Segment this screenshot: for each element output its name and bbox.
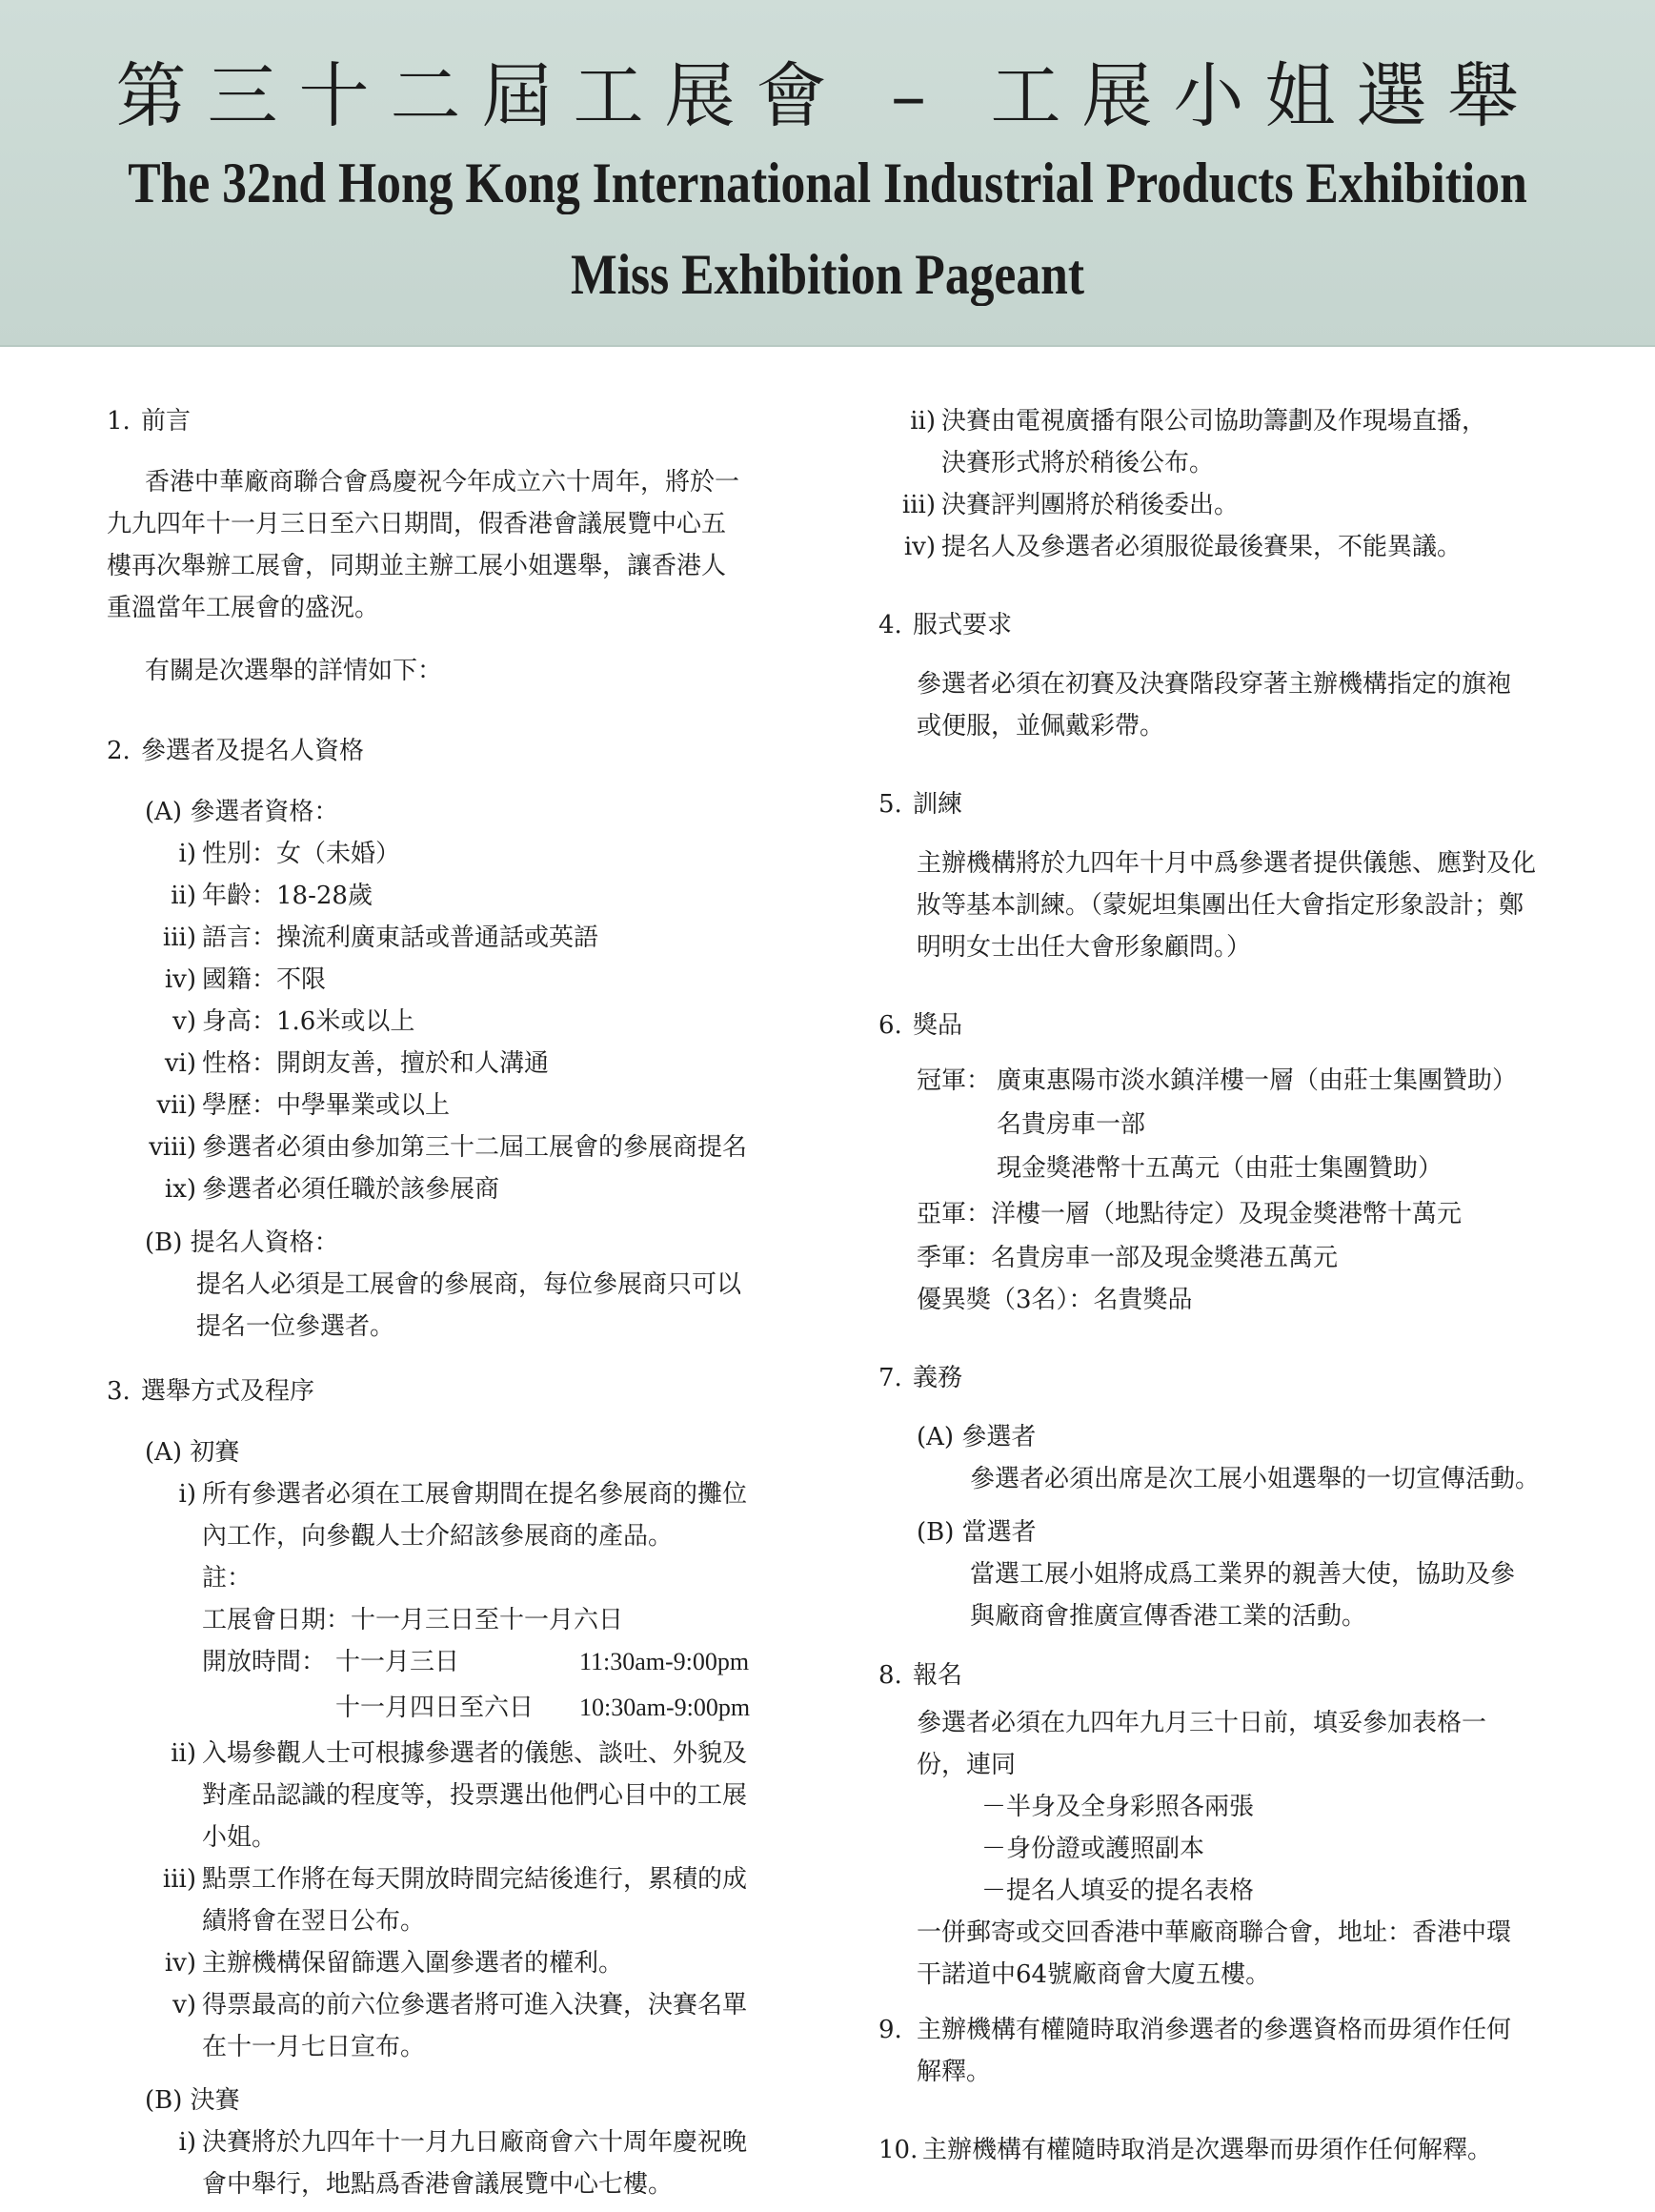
text-line: 樓再次舉辦工展會，同期並主辦工展小姐選舉，讓香港人	[107, 552, 727, 580]
text-line: 主辦機構有權隨時取消參選者的參選資格而毋須作任何	[917, 2016, 1512, 2044]
list-item	[107, 1942, 785, 1984]
text-line: 決賽評判團將於稍後委出。	[941, 491, 1240, 519]
text-line: 與廠商會推廣宣傳香港工業的活動。	[970, 1602, 1367, 1631]
text-line: 得票最高的前六位參選者將可進入決賽，決賽名單	[202, 1991, 748, 2019]
text-line: 九九四年十一月三日至六日期間，假香港會議展覽中心五	[107, 510, 727, 538]
section-number: 10.	[878, 2136, 918, 2164]
item-number: vii)	[156, 1091, 196, 1120]
item-text: 學歷：中學畢業或以上	[202, 1091, 451, 1120]
text-line: 決賽由電視廣播有限公司協助籌劃及作現場直播，	[941, 407, 1487, 436]
section-title: 訓練	[913, 790, 963, 819]
section-title: 服式要求	[913, 611, 1013, 639]
text-line: 重溫當年工展會的盛況。	[107, 594, 380, 622]
text-line: 現金獎港幣十五萬元（由莊士集團贊助）	[997, 1154, 1443, 1183]
list-item	[107, 1858, 785, 1942]
hours-day: 十一月三日	[335, 1648, 460, 1676]
text-line: 參選者必須在初賽及決賽階段穿著主辦機構指定的旗袍	[917, 670, 1512, 699]
list-item	[878, 400, 1555, 484]
nominator-text	[107, 1264, 785, 1348]
section-text	[878, 1458, 1555, 1500]
text-line: 廣東惠陽市淡水鎮洋樓一層（由莊士集團贊助）	[997, 1066, 1518, 1095]
sub-label-a: (A) 參選者	[917, 1423, 1037, 1451]
eligibility-list	[107, 833, 785, 1210]
item-text: 參選者必須由參加第三十二屆工展會的參展商提名	[202, 1133, 748, 1162]
item-text: 語言：操流利廣東話或普通話或英語	[202, 923, 599, 952]
section-text	[878, 1702, 1555, 1996]
section-title: 選舉方式及程序	[141, 1377, 315, 1406]
item-number: ii)	[910, 407, 936, 436]
text-line: 妝等基本訓練。（蒙妮坦集團出任大會指定形象設計；鄭	[917, 891, 1524, 920]
section-4	[878, 604, 1555, 747]
list-item: －半身及全身彩照各兩張	[981, 1793, 1255, 1821]
exhibition-dates: 工展會日期：十一月三日至十一月六日	[202, 1606, 624, 1634]
sub-label-b: (B) 提名人資格：	[145, 1228, 339, 1257]
text-line: 內工作，向參觀人士介紹該參展商的產品。	[202, 1522, 674, 1551]
item-number: i)	[178, 1480, 196, 1509]
section-number: 3.	[107, 1377, 131, 1406]
text-line: 所有參選者必須在工展會期間在提名參展商的攤位	[202, 1480, 748, 1509]
item-number: vi)	[164, 1049, 196, 1078]
left-column	[107, 400, 785, 2205]
section-number: 5.	[878, 790, 902, 819]
sub-label-a: (A) 參選者資格：	[145, 798, 339, 826]
list-item	[107, 2121, 785, 2205]
item-number: i)	[178, 840, 196, 868]
prize-champion	[917, 1060, 1555, 1189]
text-line: 會中舉行，地點爲香港會議展覽中心七樓。	[202, 2170, 674, 2199]
hours-row	[202, 1687, 785, 1729]
item-number: iv)	[164, 965, 196, 994]
text-line: 提名人及參選者必須服從最後賽果，不能異議。	[941, 533, 1463, 561]
prize-third: 季軍：名貴房車一部及現金獎港五萬元	[917, 1244, 1339, 1272]
note-label: 註：	[202, 1564, 252, 1593]
text-line: 名貴房車一部	[997, 1110, 1146, 1139]
text-line: 主辦機構將於九四年十月中爲參選者提供儀態、應對及化	[917, 849, 1537, 878]
list-item: －提名人填妥的提名表格	[981, 1877, 1255, 1905]
text-line: 干諾道中64號廠商會大廈五樓。	[917, 1960, 1271, 1989]
item-text: 年齡：18-28歲	[202, 882, 373, 910]
section-title: 報名	[913, 1661, 963, 1690]
section-number: 8.	[878, 1661, 902, 1690]
item-number: iv)	[164, 1949, 196, 1978]
text-line: 一併郵寄或交回香港中華廠商聯合會，地址：香港中環	[917, 1918, 1512, 1947]
text-line: 香港中華廠商聯合會爲慶祝今年成立六十周年，將於一	[145, 468, 740, 497]
section-10	[878, 2129, 1555, 2171]
list-item	[107, 1001, 785, 1043]
text-line: 解釋。	[917, 2058, 992, 2086]
sub-label-a: (A) 初賽	[145, 1438, 240, 1467]
hours-label: 開放時間：	[202, 1648, 327, 1676]
section-7	[878, 1357, 1555, 1637]
list-item: －身份證或護照副本	[981, 1835, 1205, 1863]
text-line: 份，連同	[917, 1751, 1017, 1779]
sub-label-b: (B) 當選者	[917, 1518, 1037, 1547]
section-2	[107, 730, 785, 1348]
item-number: ii)	[171, 882, 196, 910]
list-item	[107, 875, 785, 917]
list-item	[107, 959, 785, 1001]
text-line: 績將會在翌日公布。	[202, 1907, 426, 1936]
section-8	[878, 1654, 1555, 1996]
prize-second: 亞軍：洋樓一層（地點待定）及現金獎港幣十萬元	[917, 1200, 1463, 1228]
section-number: 7.	[878, 1364, 902, 1392]
item-number: v)	[172, 1991, 196, 2019]
item-number: iv)	[903, 533, 936, 561]
intro-note: 有關是次選舉的詳情如下：	[145, 657, 443, 685]
list-item	[107, 1085, 785, 1126]
section-number: 9.	[878, 2016, 902, 2044]
section-number: 6.	[878, 1011, 902, 1040]
item-number: iii)	[901, 491, 936, 519]
list-item	[107, 1168, 785, 1210]
text-line: 對產品認識的程度等，投票選出他們心目中的工展	[202, 1781, 748, 1810]
header-banner	[0, 0, 1655, 347]
section-3	[107, 1370, 785, 2205]
title-chinese: 第三十二屆工展會 – 工展小姐選舉	[115, 55, 1540, 137]
list-item	[878, 484, 1555, 526]
section-number: 1.	[107, 407, 131, 436]
section-title: 義務	[913, 1364, 963, 1392]
item-number: iii)	[162, 1865, 196, 1894]
item-text: 參選者必須任職於該參展商	[202, 1175, 500, 1204]
text-line: 小姐。	[202, 1823, 277, 1852]
section-text	[878, 1553, 1555, 1637]
item-number: v)	[172, 1007, 196, 1036]
section-6	[878, 1005, 1555, 1321]
subtitle-english: Miss Exhibition Pageant	[570, 243, 1085, 306]
prize-merit: 優異獎（3名）：名貴獎品	[917, 1286, 1193, 1314]
section-text	[878, 663, 1555, 747]
text-line: 提名人必須是工展會的參展商，每位參展商只可以	[196, 1270, 742, 1299]
document-list	[917, 1786, 1555, 1912]
text-line: 當選工展小姐將成爲工業界的親善大使，協助及參	[970, 1560, 1516, 1589]
hours-row	[202, 1641, 785, 1683]
prize-label: 冠軍：	[917, 1066, 992, 1095]
text-line: 決賽形式將於稍後公布。	[941, 449, 1215, 477]
section-text	[878, 842, 1555, 968]
list-item	[107, 917, 785, 959]
text-line: 入場參觀人士可根據參選者的儀態、談吐、外貌及	[202, 1739, 748, 1768]
sub-label-b: (B) 決賽	[145, 2086, 240, 2115]
section-5	[878, 783, 1555, 968]
text-line: 參選者必須在九四年九月三十日前，填妥參加表格一	[917, 1709, 1487, 1737]
text-line: 提名一位參選者。	[196, 1312, 395, 1341]
list-item	[878, 526, 1555, 568]
hours-time: 10:30am-9:00pm	[579, 1694, 751, 1721]
item-number: ii)	[171, 1739, 196, 1768]
prize-list	[878, 1060, 1555, 1321]
right-column	[878, 400, 1555, 2171]
section-9	[878, 2009, 1555, 2093]
title-english: The 32nd Hong Kong International Industrial Products Exhibition	[128, 152, 1527, 214]
intro-paragraph	[69, 461, 785, 629]
section-title: 參選者及提名人資格	[141, 737, 365, 765]
section-title: 獎品	[913, 1011, 963, 1040]
item-text: 國籍：不限	[202, 965, 327, 994]
hours-time: 11:30am-9:00pm	[579, 1648, 750, 1675]
list-item	[107, 1043, 785, 1085]
item-text: 性別：女（未婚）	[202, 840, 401, 868]
section-3-continued	[878, 400, 1555, 568]
section-1	[107, 400, 785, 692]
text-line: 主辦機構保留篩選入圍參選者的權利。	[202, 1949, 624, 1978]
text-line: 明明女士出任大會形象顧問。）	[917, 933, 1252, 962]
item-number: iii)	[162, 923, 196, 952]
item-number: i)	[178, 2128, 196, 2157]
list-item	[107, 833, 785, 875]
text-line: 或便服，並佩戴彩帶。	[917, 712, 1165, 741]
text-line: 在十一月七日宣布。	[202, 2033, 426, 2061]
item-text: 性格：開朗友善，擅於和人溝通	[202, 1049, 550, 1078]
text-line: 點票工作將在每天開放時間完結後進行，累積的成	[202, 1865, 748, 1894]
item-text: 身高：1.6米或以上	[202, 1007, 415, 1036]
section-number: 2.	[107, 737, 131, 765]
item-number: viii)	[149, 1133, 196, 1162]
list-item	[107, 1984, 785, 2068]
list-item	[107, 1733, 785, 1858]
section-title: 前言	[141, 407, 192, 436]
text-line: 主辦機構有權隨時取消是次選舉而毋須作任何解釋。	[922, 2136, 1493, 2164]
list-item	[107, 1126, 785, 1168]
section-number: 4.	[878, 611, 902, 639]
list-item	[107, 1473, 785, 1729]
text-line: 決賽將於九四年十一月九日廠商會六十周年慶祝晚	[202, 2128, 748, 2157]
item-number: ix)	[164, 1175, 196, 1204]
hours-day: 十一月四日至六日	[335, 1694, 535, 1722]
text-line: 參選者必須出席是次工展小姐選舉的一切宣傳活動。	[970, 1465, 1541, 1493]
